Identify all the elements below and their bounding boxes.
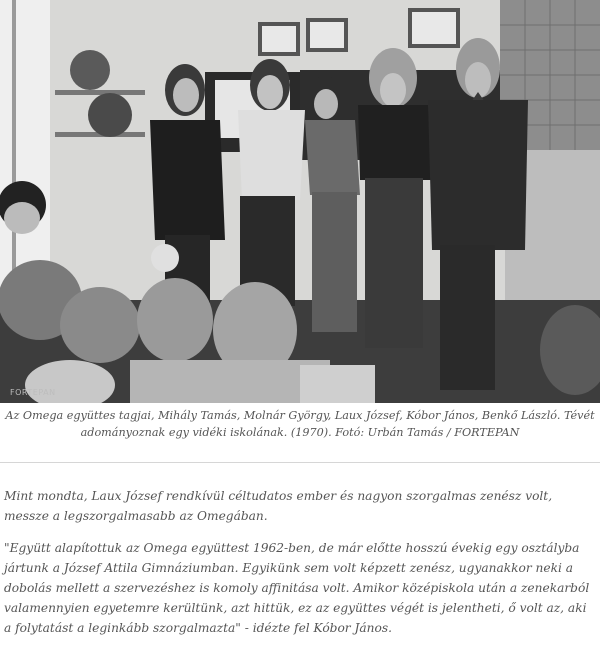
- article-paragraph: Mint mondta, Laux József rendkívül céltudatos ember és nagyon szorgalmas zenész volt, messze a legszorgalmasabb az Omegában.: [4, 489, 553, 523]
- caption-line-2: adományoznak egy vidéki iskolának. (1970). Fotó: Urbán Tamás / FORTEPAN: [80, 426, 520, 439]
- caption-line-1: Az Omega együttes tagjai, Mihály Tamás, Molnár György, Laux József, Kóbor János, Benkő László. Tévét: [5, 409, 595, 422]
- photo-watermark: FORTEPAN: [10, 388, 56, 397]
- article-body: [4, 486, 596, 650]
- photo-caption: [0, 407, 600, 441]
- caption-divider: [0, 462, 600, 463]
- article-quote-paragraph: "Együtt alapítottuk az Omega együttest 1962-ben, de már előtte hosszú évekig egy osztályba jártunk a József Attila Gimnáziumban. Egyikünk sem volt képzett zenész, ugyanakkor neki a dobolás mellett a szervezéshez is komoly affinitása volt. Amikor középiskola után a zenekarból valamennyien egyetemre kerültünk, azt hittük, ez az együttes végét is jelentheti, ő volt az, aki a folytatást a leginkább szorgalmazta" - idézte fel Kóbor János.: [4, 541, 590, 635]
